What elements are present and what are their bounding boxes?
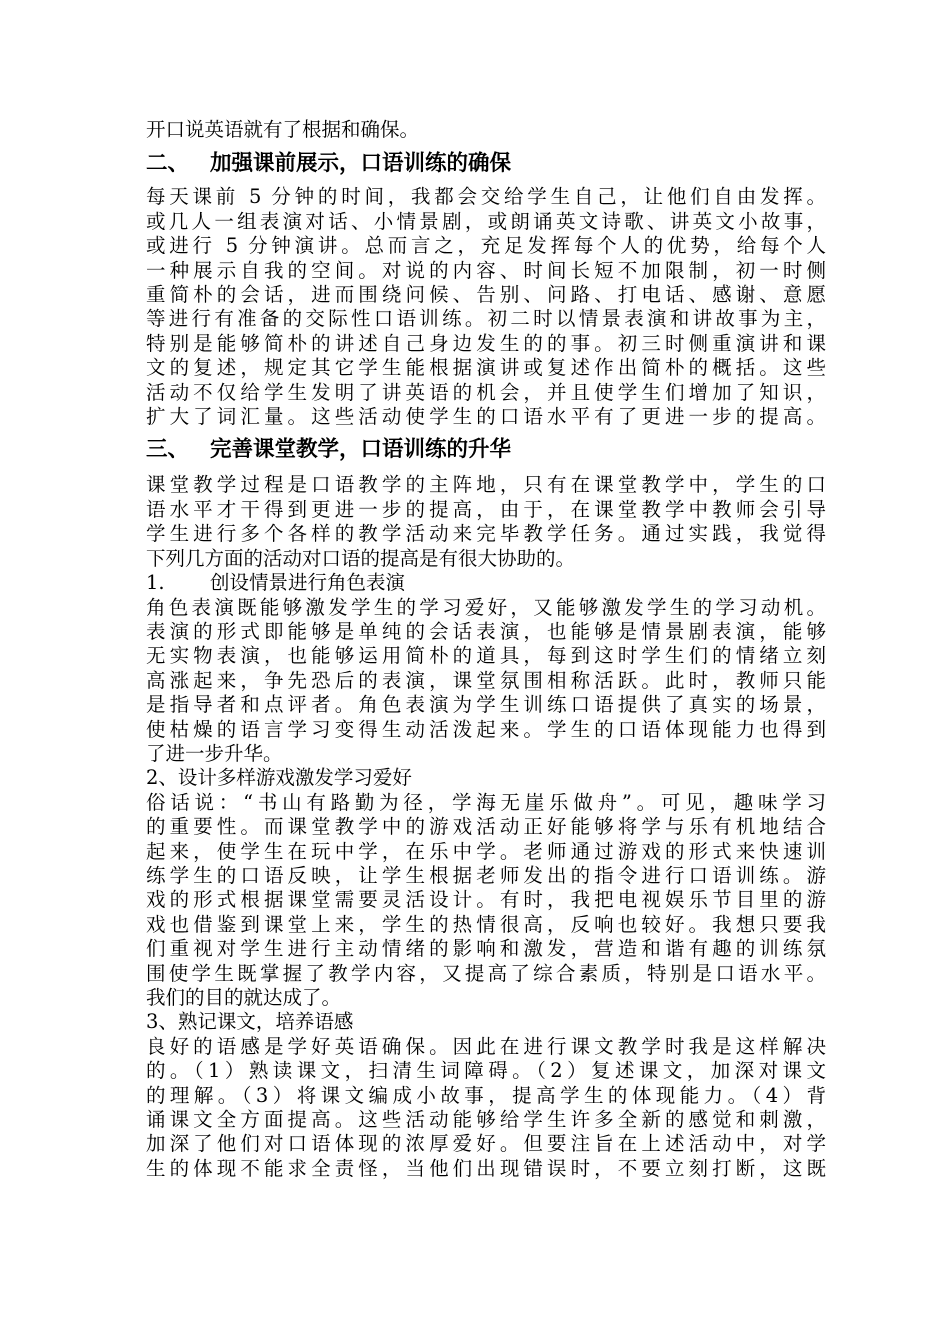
item-1-title: 创设情景进行角色表演 [210, 571, 406, 595]
paragraph-line: 重简朴的会话，进而围绕问候、告别、问路、打电话、感谢、意愿 [146, 283, 826, 307]
section-3-intro [146, 473, 826, 571]
paragraph-line: 戏的形式根据课堂需要灵活设计。有时，我把电视娱乐节目里的游 [146, 888, 826, 912]
paragraph-line: 下列几方面的活动对口语的提高是有很大协助的。 [146, 546, 576, 570]
item-1-heading [146, 571, 826, 595]
paragraph-line: 了进一步升华。 [146, 741, 283, 765]
paragraph-line: 的。（1）熟读课文，扫清生词障碍。（2）复述课文，加深对课文 [146, 1059, 826, 1083]
paragraph-line: 戏也借鉴到课堂上来，学生的热情很高，反响也较好。我想只要我 [146, 912, 826, 936]
section-3-number: 三、 [146, 437, 190, 463]
paragraph-line: 围使学生既掌握了教学内容，又提高了综合素质，特别是口语水平。 [146, 961, 826, 985]
section-2-paragraph [146, 185, 826, 429]
paragraph-line: 文的复述，规定其它学生能根据演讲或复述作出简朴的概括。这些 [146, 356, 826, 380]
paragraph-line: 表演的形式即能够是单纯的会话表演，也能够是情景剧表演，能够 [146, 619, 826, 643]
paragraph-line: 良好的语感是学好英语确保。因此在进行课文教学时我是这样解决 [146, 1034, 826, 1058]
paragraph-line: 的重要性。而课堂教学中的游戏活动正好能够将学与乐有机地结合 [146, 815, 826, 839]
paragraph-line: 等进行有准备的交际性口语训练。初二时以情景表演和讲故事为主， [146, 307, 826, 331]
paragraph-line: 或几人一组表演对话、小情景剧，或朗诵英文诗歌、讲英文小故事， [146, 209, 826, 233]
paragraph-line: 是指导者和点评者。角色表演为学生训练口语提供了真实的场景， [146, 693, 826, 717]
paragraph-line: 活动不仅给学生发明了讲英语的机会，并且使学生们增加了知识， [146, 380, 826, 404]
section-3-heading [146, 435, 826, 465]
paragraph-line: 扩大了词汇量。这些活动使学生的口语水平有了更进一步的提高。 [146, 405, 826, 429]
paragraph-line: 无实物表演，也能够运用简朴的道具，每到这时学生们的情绪立刻 [146, 644, 826, 668]
paragraph-line: 或进行 5 分钟演讲。总而言之，充足发挥每个人的优势，给每个人 [146, 234, 826, 258]
paragraph-line: 课堂教学过程是口语教学的主阵地，只有在课堂教学中，学生的口 [146, 473, 826, 497]
paragraph-line: 俗话说：“书山有路勤为径，学海无崖乐做舟”。可见，趣味学习 [146, 790, 826, 814]
section-2-heading [146, 149, 826, 179]
item-2-paragraph [146, 791, 826, 1011]
paragraph-line: 练学生的口语反映，让学生根据老师发出的指令进行口语训练。游 [146, 863, 826, 887]
item-1-number: 1. [146, 571, 165, 595]
paragraph-line: 起来，使学生在玩中学，在乐中学。老师通过游戏的形式来快速训 [146, 839, 826, 863]
item-3-heading: 3、熟记课文，培养语感 [146, 1010, 354, 1034]
paragraph-line: 每天课前 5 分钟的时间，我都会交给学生自己，让他们自由发挥。 [146, 185, 826, 209]
paragraph-line: 一种展示自我的空间。对说的内容、时间长短不加限制，初一时侧 [146, 258, 826, 282]
paragraph-line: 们重视对学生进行主动情绪的影响和激发，营造和谐有趣的训练氛 [146, 937, 826, 961]
item-3-paragraph [146, 1035, 826, 1181]
item-1-paragraph [146, 596, 826, 767]
item-2-heading: 2、设计多样游戏激发学习爱好 [146, 766, 412, 790]
document-page [146, 118, 826, 1181]
paragraph-line: 诵课文全方面提高。这些活动能够给学生许多全新的感觉和刺激， [146, 1108, 826, 1132]
section-2-number: 二、 [146, 151, 190, 177]
paragraph-line: 加深了他们对口语体现的浓厚爱好。但要注旨在上述活动中，对学 [146, 1132, 826, 1156]
paragraph-line: 学生进行多个各样的教学活动来完毕教学任务。通过实践，我觉得 [146, 522, 826, 546]
paragraph-line: 高涨起来，争先恐后的表演，课堂氛围相称活跃。此时，教师只能 [146, 668, 826, 692]
section-2-title: 加强课前展示，口语训练的确保 [210, 151, 512, 177]
lead-line: 开口说英语就有了根据和确保。 [146, 118, 420, 141]
paragraph-line: 我们的目的就达成了。 [146, 986, 342, 1009]
paragraph-line: 的理解。（3）将课文编成小故事，提高学生的体现能力。（4）背 [146, 1083, 826, 1107]
section-3-title: 完善课堂教学，口语训练的升华 [210, 437, 512, 463]
paragraph-line: 生的体现不能求全责怪，当他们出现错误时，不要立刻打断，这既 [146, 1156, 826, 1180]
paragraph-line: 语水平才干得到更进一步的提高，由于，在课堂教学中教师会引导 [146, 497, 826, 521]
paragraph-line: 角色表演既能够激发学生的学习爱好，又能够激发学生的学习动机。 [146, 595, 826, 619]
paragraph-line: 使枯燥的语言学习变得生动活泼起来。学生的口语体现能力也得到 [146, 717, 826, 741]
paragraph-line: 特别是能够简朴的讲述自己身边发生的的事。初三时侧重演讲和课 [146, 331, 826, 355]
